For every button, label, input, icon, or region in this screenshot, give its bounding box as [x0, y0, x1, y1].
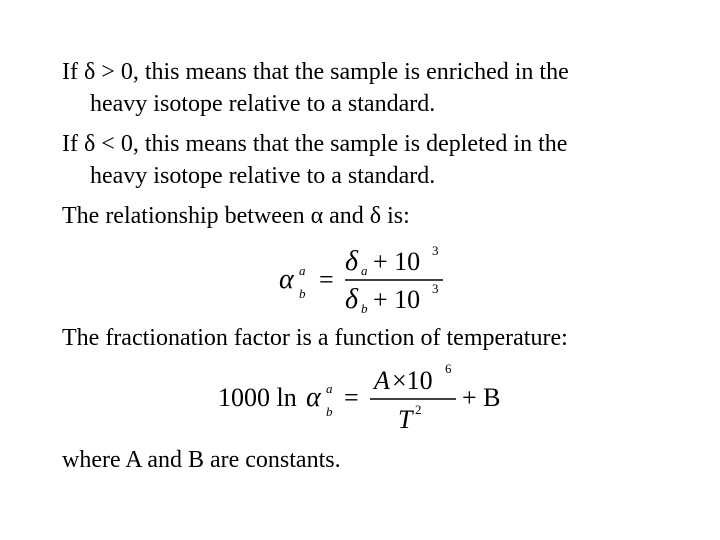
- denominator-plus-ten: + 10: [373, 285, 421, 314]
- alpha-symbol: α: [279, 264, 294, 295]
- denominator-t: T: [398, 405, 413, 434]
- paragraph-line: The fractionation factor is a function of temperature:: [62, 325, 568, 351]
- thousand-ln: 1000 ln: [218, 383, 297, 412]
- denominator-delta: δ: [345, 284, 359, 315]
- paragraph-line: If δ > 0, this means that the sample is enriched in the: [62, 59, 569, 85]
- alpha-superscript: a: [326, 381, 333, 396]
- alpha-superscript: a: [299, 263, 306, 278]
- numerator-exponent: 3: [432, 243, 439, 258]
- paragraph-line: The relationship between α and δ is:: [62, 203, 410, 229]
- paragraph-line: where A and B are constants.: [62, 447, 341, 473]
- alpha-delta-formula: [275, 242, 455, 317]
- alpha-symbol: α: [306, 382, 321, 413]
- plus-b: + B: [462, 383, 501, 412]
- numerator-times-ten: ×10: [392, 366, 433, 395]
- temperature-formula: [216, 362, 516, 437]
- numerator-a: A: [374, 366, 390, 395]
- paragraph-line: heavy isotope relative to a standard.: [90, 91, 436, 117]
- alpha-delta-formula-svg: [275, 242, 455, 317]
- paragraph-constants: [62, 444, 702, 476]
- numerator-exponent: 6: [445, 362, 452, 376]
- paragraph-relationship: [62, 200, 702, 232]
- equals-sign: =: [319, 265, 334, 294]
- paragraph-depleted: [62, 128, 702, 192]
- denominator-exponent: 2: [415, 402, 422, 417]
- numerator-plus-ten: + 10: [373, 247, 421, 276]
- paragraph-enriched: [62, 56, 702, 120]
- temperature-formula-svg: [216, 362, 516, 437]
- paragraph-line: If δ < 0, this means that the sample is depleted in the: [62, 131, 568, 157]
- numerator-subscript: a: [361, 263, 368, 278]
- alpha-subscript: b: [326, 404, 333, 419]
- alpha-subscript: b: [299, 286, 306, 301]
- denominator-exponent: 3: [432, 281, 439, 296]
- paragraph-line: heavy isotope relative to a standard.: [90, 163, 436, 189]
- denominator-subscript: b: [361, 301, 368, 316]
- paragraph-temperature: [62, 322, 702, 354]
- equals-sign: =: [344, 383, 359, 412]
- numerator-delta: δ: [345, 246, 359, 277]
